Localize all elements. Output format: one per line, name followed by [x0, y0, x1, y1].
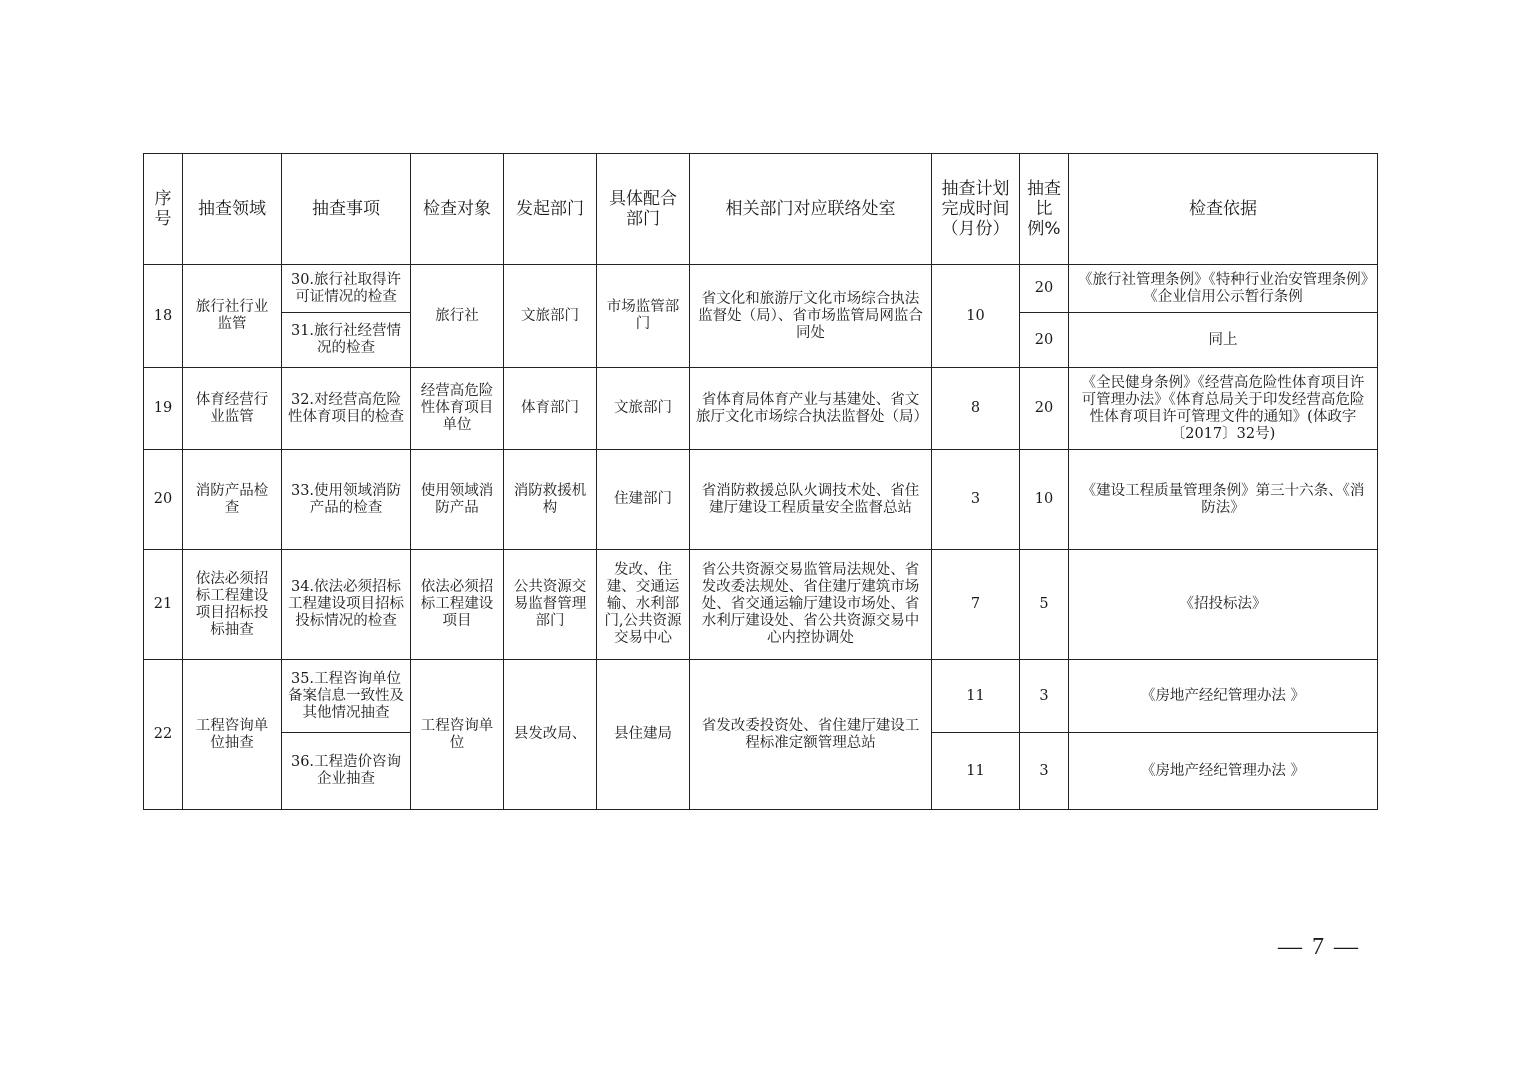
row-seq: 21 [144, 550, 183, 660]
row-ratio: 20 [1020, 265, 1069, 313]
row-object: 经营高危险性体育项目单位 [411, 368, 504, 450]
row-item: 30.旅行社取得许可证情况的检查 [282, 265, 411, 313]
row-ratio: 20 [1020, 313, 1069, 368]
row-item: 34.依法必须招标工程建设项目招标投标情况的检查 [282, 550, 411, 660]
row-month: 8 [932, 368, 1020, 450]
row-item: 36.工程造价咨询企业抽查 [282, 733, 411, 810]
row-item: 35.工程咨询单位备案信息一致性及其他情况抽查 [282, 660, 411, 733]
header-seq: 序号 [144, 154, 183, 265]
row-basis: 《旅行社管理条例》《特种行业治安管理条例》《企业信用公示暂行条例 [1069, 265, 1378, 313]
header-ratio: 抽查比例% [1020, 154, 1069, 265]
row-item: 31.旅行社经营情况的检查 [282, 313, 411, 368]
row-basis: 同上 [1069, 313, 1378, 368]
row-initiator: 文旅部门 [504, 265, 597, 368]
row-initiator: 县发改局、 [504, 660, 597, 810]
row-ratio: 20 [1020, 368, 1069, 450]
header-object: 检查对象 [411, 154, 504, 265]
row-liaison: 省消防救援总队火调技术处、省住建厅建设工程质量安全监督总站 [690, 450, 932, 550]
header-liaison: 相关部门对应联络处室 [690, 154, 932, 265]
row-initiator: 消防救援机构 [504, 450, 597, 550]
row-month: 11 [932, 660, 1020, 733]
row-ratio: 10 [1020, 450, 1069, 550]
row-cooperator: 发改、住建、交通运输、水利部门,公共资源交易中心 [597, 550, 690, 660]
table-row [144, 450, 1378, 550]
row-liaison: 省公共资源交易监管局法规处、省发改委法规处、省住建厅建筑市场处、省交通运输厅建设市场处、省水利厅建设处、省公共资源交易中心内控协调处 [690, 550, 932, 660]
row-month: 7 [932, 550, 1020, 660]
row-seq: 19 [144, 368, 183, 450]
row-item: 33.使用领域消防产品的检查 [282, 450, 411, 550]
row-cooperator: 县住建局 [597, 660, 690, 810]
table-row [144, 368, 1378, 450]
row-cooperator: 住建部门 [597, 450, 690, 550]
page-number: — 7 — [1278, 934, 1360, 960]
row-domain: 工程咨询单位抽查 [183, 660, 282, 810]
row-seq: 20 [144, 450, 183, 550]
row-object: 依法必须招标工程建设项目 [411, 550, 504, 660]
header-cooperator: 具体配合部门 [597, 154, 690, 265]
row-cooperator: 文旅部门 [597, 368, 690, 450]
row-month: 11 [932, 733, 1020, 810]
header-item: 抽查事项 [282, 154, 411, 265]
row-seq: 22 [144, 660, 183, 810]
header-month: 抽查计划完成时间（月份） [932, 154, 1020, 265]
row-initiator: 体育部门 [504, 368, 597, 450]
row-basis: 《招投标法》 [1069, 550, 1378, 660]
row-month: 10 [932, 265, 1020, 368]
table-row [144, 660, 1378, 733]
row-basis: 《全民健身条例》《经营高危险性体育项目许可管理办法》《体育总局关于印发经营高危险性体育项目许可管理文件的通知》(体政字〔2017〕32号) [1069, 368, 1378, 450]
row-seq: 18 [144, 265, 183, 368]
row-domain: 旅行社行业监管 [183, 265, 282, 368]
row-cooperator: 市场监管部门 [597, 265, 690, 368]
row-object: 工程咨询单位 [411, 660, 504, 810]
header-domain: 抽查领域 [183, 154, 282, 265]
row-ratio: 5 [1020, 550, 1069, 660]
row-domain: 依法必须招标工程建设项目招标投标抽查 [183, 550, 282, 660]
row-object: 使用领域消防产品 [411, 450, 504, 550]
row-basis: 《房地产经纪管理办法 》 [1069, 660, 1378, 733]
row-month: 3 [932, 450, 1020, 550]
table-row [144, 550, 1378, 660]
row-domain: 消防产品检查 [183, 450, 282, 550]
row-liaison: 省体育局体育产业与基建处、省文旅厅文化市场综合执法监督处（局） [690, 368, 932, 450]
row-item: 32.对经营高危险性体育项目的检查 [282, 368, 411, 450]
row-basis: 《房地产经纪管理办法 》 [1069, 733, 1378, 810]
row-liaison: 省发改委投资处、省住建厅建设工程标准定额管理总站 [690, 660, 932, 810]
row-initiator: 公共资源交易监督管理部门 [504, 550, 597, 660]
table-row [144, 265, 1378, 313]
row-ratio: 3 [1020, 660, 1069, 733]
row-basis: 《建设工程质量管理条例》第三十六条、《消防法》 [1069, 450, 1378, 550]
row-ratio: 3 [1020, 733, 1069, 810]
header-row [144, 154, 1378, 265]
header-initiator: 发起部门 [504, 154, 597, 265]
row-domain: 体育经营行业监管 [183, 368, 282, 450]
header-basis: 检查依据 [1069, 154, 1378, 265]
row-liaison: 省文化和旅游厅文化市场综合执法监督处（局）、省市场监管局网监合同处 [690, 265, 932, 368]
inspection-table [143, 153, 1378, 810]
row-object: 旅行社 [411, 265, 504, 368]
